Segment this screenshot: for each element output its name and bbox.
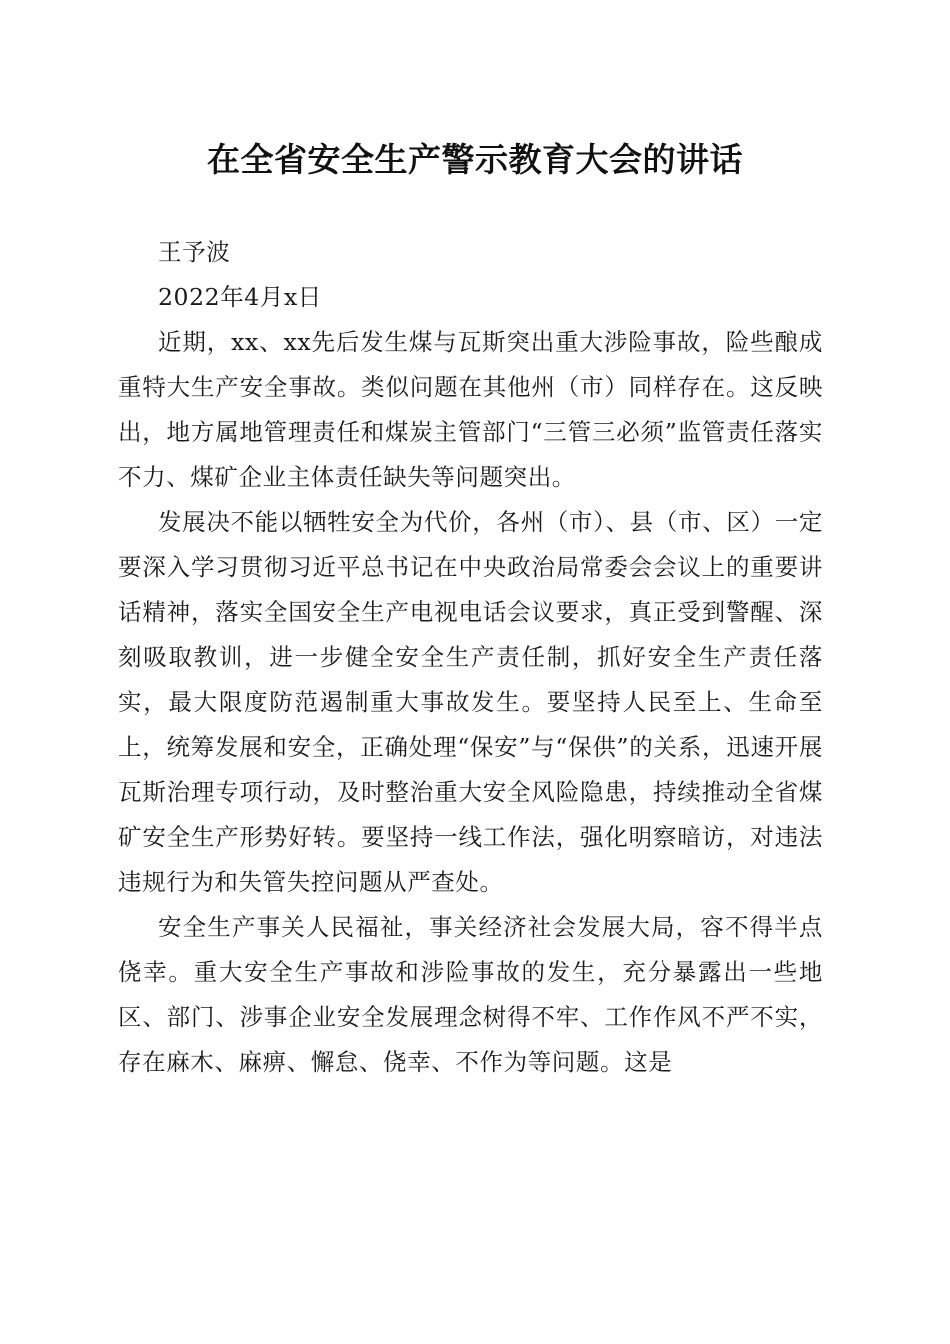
date-line: 2022年4月x日: [158, 283, 322, 311]
paragraph-1: 近期，xx、xx先后发生煤与瓦斯突出重大涉险事故，险些酿成重特大生产安全事故。类似问题在其他州（市）同样存在。这反映出，地方属地管理责任和煤炭主管部门“三管三必须”监管责任落实不力、煤矿企业主体责任缺失等问题突出。: [118, 328, 823, 491]
author-line: 王予波: [158, 238, 231, 266]
document-title: 在全省安全生产警示教育大会的讲话: [207, 140, 743, 179]
paragraph-2: 发展决不能以牺牲安全为代价，各州（市）、县（市、区）一定要深入学习贯彻习近平总书记在中央政治局常委会会议上的重要讲话精神，落实全国安全生产电视电话会议要求，真正受到警醒、深刻吸取教训，进一步健全安全生产责任制，抓好安全生产责任落实，最大限度防范遏制重大事故发生。要坚持人民至上、生命至上，统筹发展和安全，正确处理“保安”与“保供”的关系，迅速开展瓦斯治理专项行动，及时整治重大安全风险隐患，持续推动全省煤矿安全生产形势好转。要坚持一线工作法，强化明察暗访，对违法违规行为和失管失控问题从严查处。: [118, 508, 823, 896]
document-body: [118, 230, 823, 1085]
paragraph-3: 安全生产事关人民福祉，事关经济社会发展大局，容不得半点侥幸。重大安全生产事故和涉险事故的发生，充分暴露出一些地区、部门、涉事企业安全发展理念树得不牢、工作作风不严不实，存在麻木、麻痹、懈怠、侥幸、不作为等问题。这是: [118, 913, 823, 1076]
